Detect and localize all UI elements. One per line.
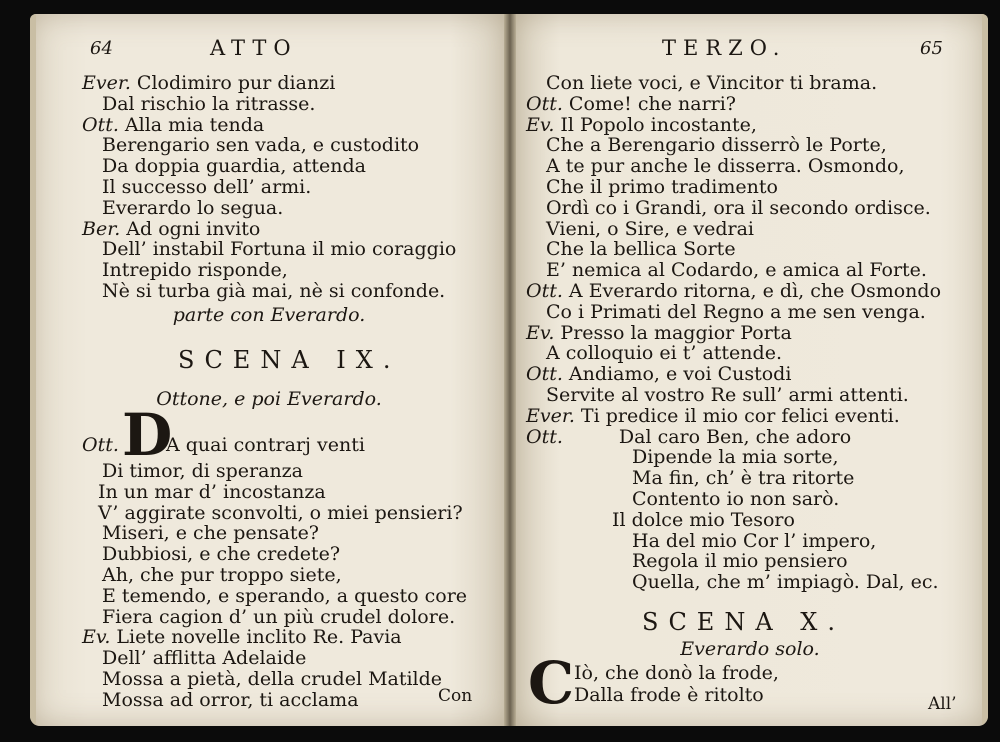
verse-text: Presso la maggior Porta — [554, 321, 792, 344]
verse-text: Clodimiro pur dianzi — [130, 72, 336, 94]
speaker-label: Ev. — [526, 113, 555, 136]
verse-line — [102, 155, 366, 177]
speaker-label: Ev. — [82, 626, 111, 649]
speaker-label: Ott. — [526, 280, 563, 302]
verse-text: Da doppia guardia, attenda — [102, 155, 366, 178]
verse-line — [98, 481, 326, 503]
scene-characters-x: Everardo solo. — [680, 638, 820, 660]
verse-line — [632, 571, 939, 593]
verse-line — [632, 550, 848, 572]
verse-text: Il successo dell’ armi. — [102, 176, 312, 198]
verse-text: Dal caro Ben, che adoro — [618, 425, 852, 448]
speaker-label: Ber. — [82, 217, 121, 240]
verse-text: Contento io non sarò. — [632, 488, 840, 510]
verse-text: E’ nemica al Codardo, e amica al Forte. — [546, 259, 927, 282]
verse-text: Dell’ afflitta Adelaide — [102, 647, 307, 670]
verse-text: A te pur anche le disserra. Osmondo, — [546, 155, 905, 178]
verse-text: Che a Berengario disserrò le Porte, — [546, 134, 887, 157]
verse-text: Ma fin, ch’ è tra ritorte — [632, 467, 855, 490]
verse-text: Servite al vostro Re sull’ armi attenti. — [546, 384, 909, 406]
verse-line — [632, 467, 854, 489]
verse-line — [102, 197, 283, 219]
scene-heading-ix: SCENA IX. — [178, 346, 401, 374]
dropcap-letter-d: D — [122, 401, 173, 469]
verse-text: Il dolce mio Tesoro — [612, 508, 795, 531]
verse-text: In un mar d’ incostanza — [98, 480, 326, 503]
verse-text: Vieni, o Sire, e vedrai — [546, 217, 754, 240]
verse-text: Dipende la mia sorte, — [632, 446, 839, 469]
book-gutter — [504, 14, 516, 726]
right-page-number: 65 — [920, 38, 943, 59]
verse-text: Ti predice il mio cor felici eventi. — [574, 404, 900, 427]
verse-line — [546, 155, 905, 177]
left-page-number: 64 — [90, 38, 113, 59]
speaker-label: Ever. — [526, 404, 575, 427]
verse-line — [546, 176, 778, 198]
verse-line — [546, 384, 909, 406]
right-page — [512, 14, 988, 726]
verse-line — [102, 668, 442, 690]
verse-line — [546, 238, 736, 260]
left-catchword: Con — [438, 686, 473, 706]
verse-line — [102, 93, 315, 115]
verse-text: Che la bellica Sorte — [546, 238, 736, 261]
verse-line — [546, 134, 887, 156]
scene-characters-ix: Ottone, e poi Everardo. — [156, 388, 382, 410]
verse-text: Intrepido risponde, — [102, 259, 288, 282]
verse-line — [102, 689, 359, 711]
verse-line — [82, 114, 264, 136]
left-running-head: ATTO — [210, 36, 298, 60]
speaker-label: Ott. — [526, 92, 563, 115]
verse-text: Alla mia tenda — [118, 113, 265, 136]
verse-line — [546, 218, 754, 240]
verse-line — [546, 342, 782, 364]
verse-line — [546, 259, 927, 281]
verse-line — [632, 446, 839, 468]
dropcap-line-1: Iò, che donò la frode, — [574, 662, 779, 684]
verse-text: A colloquio ei t’ attende. — [546, 342, 782, 365]
verse-line — [102, 280, 445, 302]
verse-line — [526, 280, 941, 302]
verse-text: Ah, che pur troppo siete, — [102, 564, 342, 586]
verse-line — [102, 134, 419, 156]
verse-line — [546, 197, 931, 219]
verse-text: Che il primo tradimento — [546, 176, 778, 198]
verse-text: Il Popolo incostante, — [554, 113, 757, 136]
dropcap-line-rest: A quai contrarj venti — [166, 434, 365, 456]
verse-text: Ad ogni invito — [120, 217, 261, 240]
verse-line — [526, 93, 736, 115]
verse-line — [102, 585, 467, 607]
verse-line — [102, 460, 303, 482]
verse-line — [102, 564, 342, 586]
verse-line — [102, 238, 456, 260]
verse-text: Liete novelle inclito Re. Pavia — [110, 626, 402, 649]
verse-line — [98, 502, 463, 524]
scene-heading-x: SCENA X. — [642, 608, 845, 636]
verse-line — [526, 322, 792, 344]
verse-text: Con liete voci, e Vincitor ti brama. — [546, 72, 878, 94]
verse-line — [526, 405, 900, 427]
verse-line — [546, 301, 926, 323]
verse-line — [102, 543, 340, 565]
verse-text: Regola il mio pensiero — [632, 550, 848, 573]
verse-text: Nè si turba già mai, nè si confonde. — [102, 280, 446, 302]
verse-text: Come! che narri? — [562, 92, 736, 115]
verse-text: Co i Primati del Regno a me sen venga. — [546, 300, 926, 323]
book-spread — [30, 14, 988, 726]
verse-text: A Everardo ritorna, e dì, che Osmondo — [562, 280, 942, 302]
verse-text: V’ aggirate sconvolti, o miei pensieri? — [98, 501, 463, 524]
speaker-label: Ev. — [526, 321, 555, 344]
dropcap-letter-c: C — [528, 649, 575, 717]
verse-line — [612, 509, 795, 531]
verse-text: Andiamo, e voi Custodi — [562, 363, 792, 386]
verse-line — [82, 626, 402, 648]
verse-text: Berengario sen vada, e custodito — [102, 134, 420, 157]
right-page-edge — [982, 14, 988, 726]
dropcap-line-2: Dalla frode è ritolto — [574, 684, 764, 706]
verse-line — [632, 530, 876, 552]
verse-line — [546, 72, 877, 94]
verse-text: Miseri, e che pensate? — [102, 522, 319, 545]
speaker-label: Ever. — [82, 72, 131, 94]
verse-line — [102, 522, 319, 544]
verse-line — [632, 488, 839, 510]
verse-line — [82, 72, 335, 94]
verse-line — [102, 176, 311, 198]
right-catchword: All’ — [928, 694, 957, 714]
verse-text: Fiera cagion d’ un più crudel dolore. — [102, 605, 456, 628]
verse-line — [526, 363, 791, 385]
verse-line — [102, 606, 455, 628]
dropcap-speaker: Ott. — [82, 434, 119, 456]
verse-text: E temendo, e sperando, a questo core — [102, 584, 468, 607]
verse-text: Everardo lo segua. — [102, 196, 284, 219]
verse-line — [102, 259, 288, 281]
verse-line — [526, 114, 757, 136]
left-page — [30, 14, 508, 726]
verse-text: Ha del mio Cor l’ impero, — [632, 529, 877, 552]
verse-text: Dal rischio la ritrasse. — [102, 92, 316, 115]
right-running-head: TERZO. — [662, 36, 787, 60]
verse-text: Di timor, di speranza — [102, 460, 304, 482]
verse-text: Mossa a pietà, della crudel Matilde — [102, 668, 443, 690]
verse-line — [82, 218, 260, 240]
verse-text: Dubbiosi, e che credete? — [102, 543, 341, 566]
speaker-label: Ott. — [526, 425, 563, 448]
verse-text: Dell’ instabil Fortuna il mio coraggio — [102, 238, 457, 261]
verse-line — [102, 647, 306, 669]
verse-text: Ordì co i Grandi, ora il secondo ordisce. — [546, 196, 931, 219]
speaker-label: Ott. — [82, 113, 119, 136]
verse-text: Mossa ad orror, ti acclama — [102, 688, 359, 711]
verse-text: Quella, che m’ impiagò. Dal, ec. — [632, 571, 939, 594]
left-page-edge — [30, 14, 36, 726]
speaker-label: Ott. — [526, 363, 563, 386]
verse-line — [526, 426, 851, 448]
stage-direction: parte con Everardo. — [172, 304, 366, 326]
